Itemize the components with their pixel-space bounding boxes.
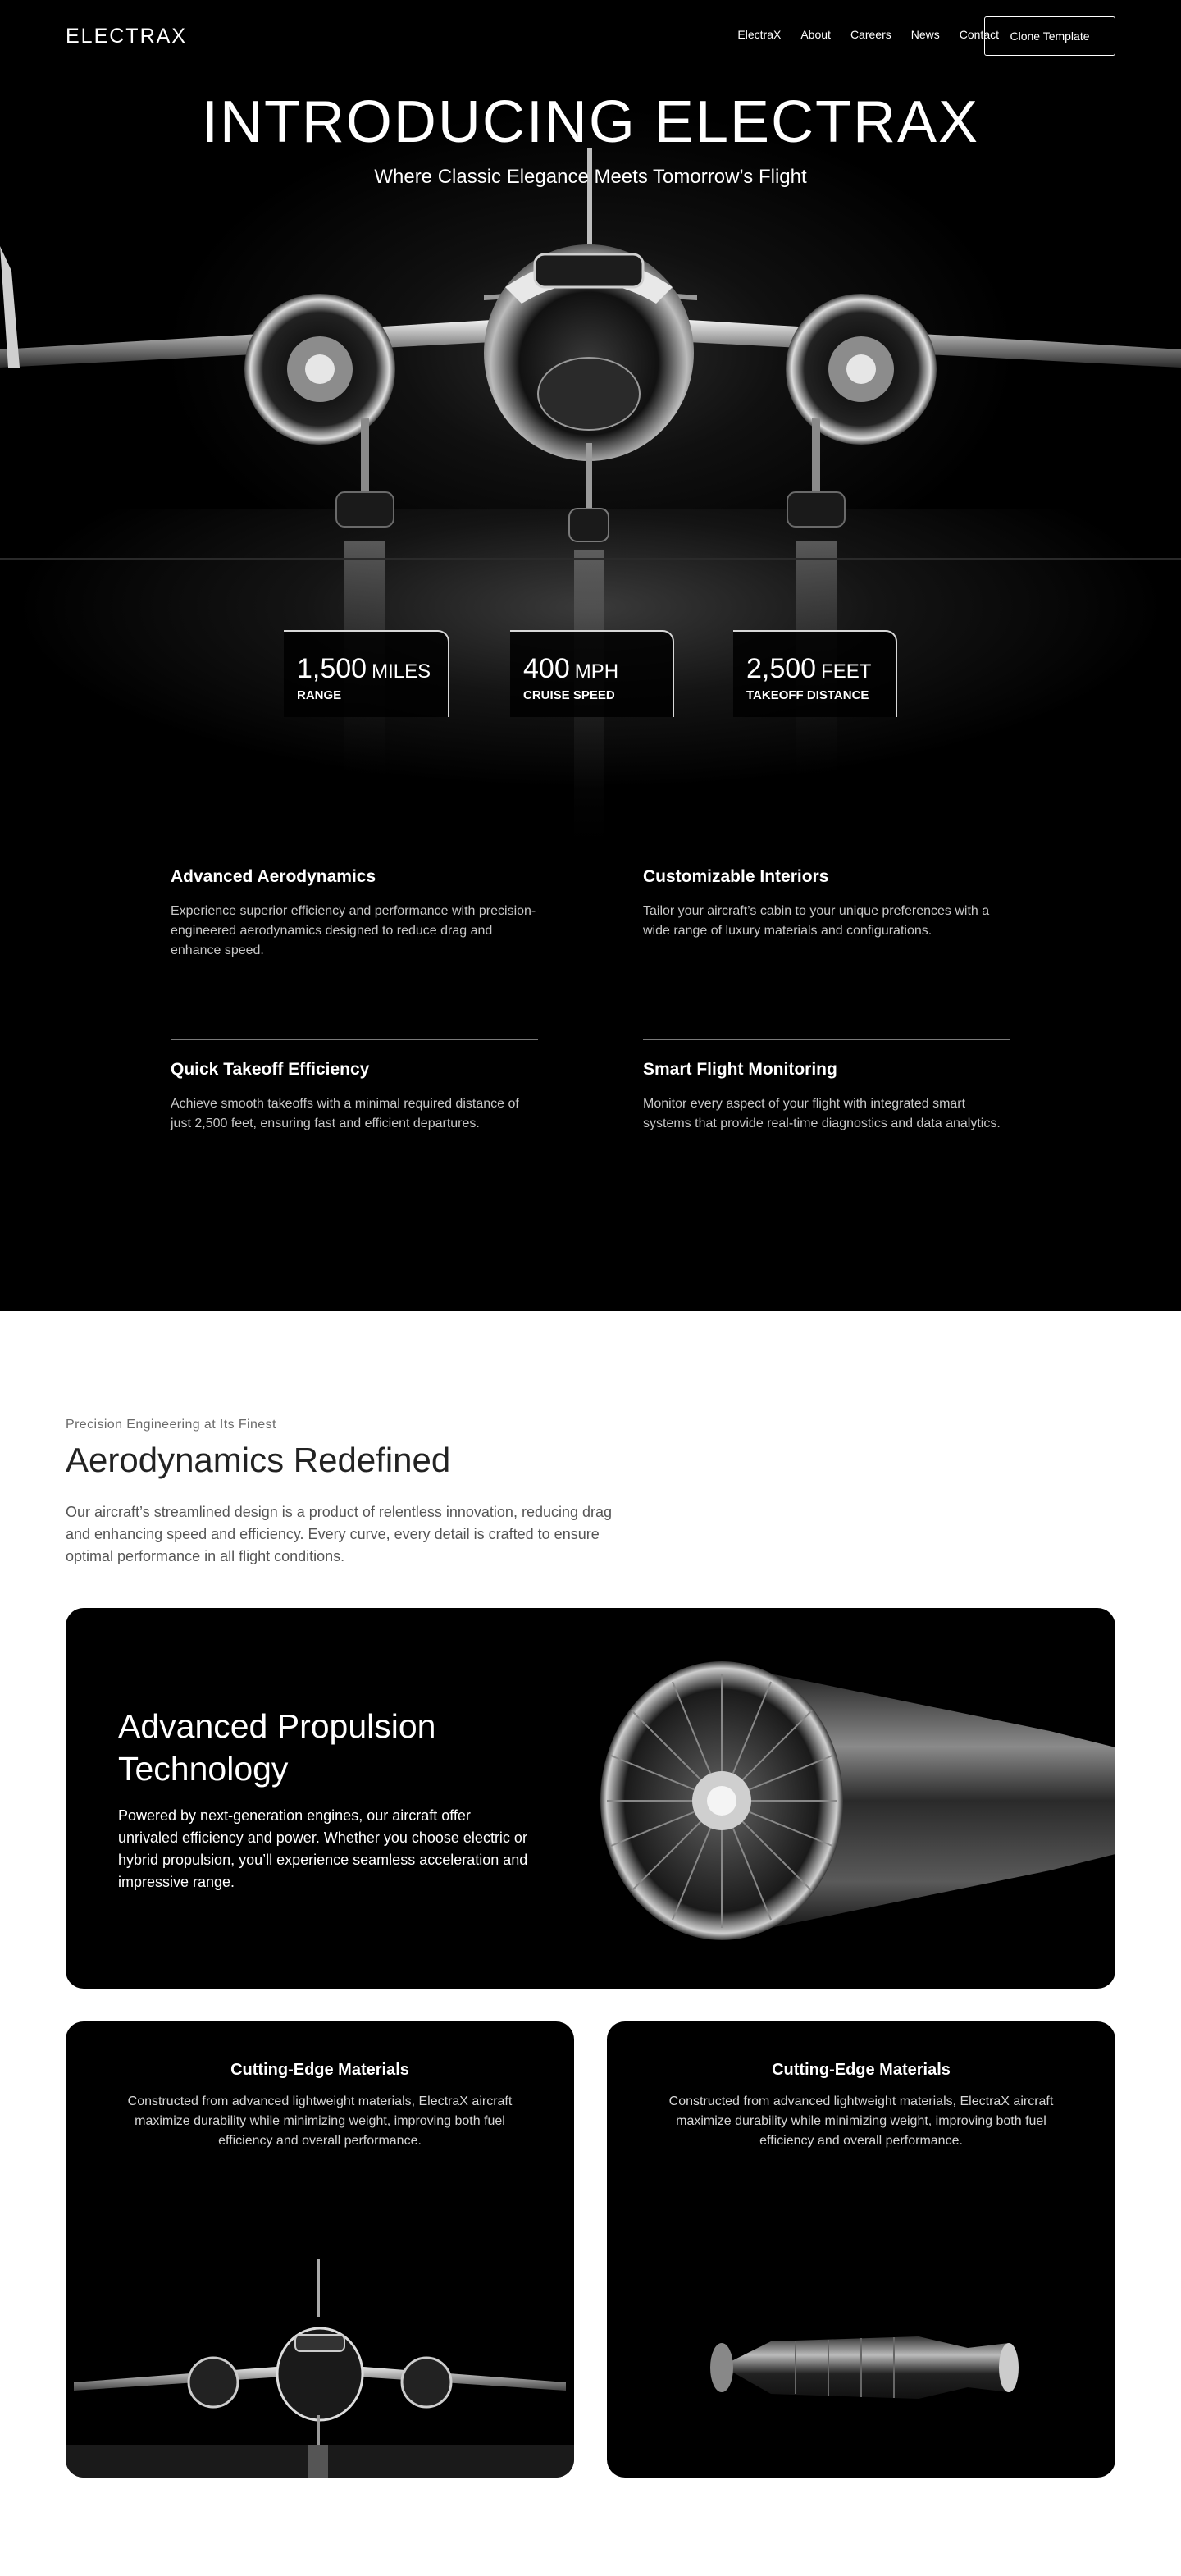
feature-title: Smart Flight Monitoring	[643, 1060, 837, 1079]
stat-cruise-speed	[510, 630, 674, 717]
brand-logo[interactable]: ELECTRAX	[66, 25, 187, 48]
engine-thumbnail	[607, 2251, 1115, 2478]
section-description: Our aircraft’s streamlined design is a product of relentless innovation, reducing drag and enhancing speed and efficiency. Every curve, every detail is crafted to ensure optimal performance in all flight conditions.	[66, 1504, 613, 1564]
propulsion-title: Advanced Propulsion Technology	[118, 1707, 436, 1788]
aircraft-thumbnail	[66, 2251, 574, 2478]
nav-link-electrax[interactable]: ElectraX	[737, 28, 782, 41]
materials-card-engine	[607, 2021, 1115, 2478]
stat-takeoff-distance	[733, 630, 897, 717]
stat-unit: MPH	[574, 660, 619, 683]
hero-subtitle: Where Classic Elegance Meets Tomorrow’s Flight	[374, 166, 807, 188]
stat-unit: FEET	[821, 660, 872, 683]
feature-customizable-interiors	[643, 847, 1010, 941]
stat-label: CRUISE SPEED	[523, 688, 615, 702]
nav-link-about[interactable]: About	[800, 28, 831, 41]
propulsion-description: Powered by next-generation engines, our aircraft offer unrivaled efficiency and power. Whether you choose electric or hybrid propulsion, you’ll experience seamless acceleration and impressive range.	[118, 1807, 528, 1890]
feature-title: Customizable Interiors	[643, 867, 829, 886]
nav-link-contact[interactable]: Contact	[959, 28, 999, 41]
materials-description: Constructed from advanced lightweight materials, ElectraX aircraft maximize durability while minimizing weight, improving both fuel efficiency and overall performance.	[668, 2094, 1054, 2148]
stat-range	[284, 630, 449, 717]
materials-title: Cutting-Edge Materials	[230, 2061, 409, 2079]
stat-label: TAKEOFF DISTANCE	[746, 688, 869, 702]
stat-unit: MILES	[372, 660, 431, 683]
feature-smart-flight-monitoring	[643, 1039, 1010, 1134]
feature-title: Advanced Aerodynamics	[171, 867, 376, 886]
materials-card-aircraft	[66, 2021, 574, 2478]
nav-link-news[interactable]: News	[910, 28, 940, 41]
feature-description: Experience superior efficiency and performance with precision-engineered aerodynamics designed to reduce drag and enhance speed.	[171, 904, 536, 957]
jet-engine-illustration	[590, 1608, 1115, 1989]
feature-description: Achieve smooth takeoffs with a minimal required distance of just 2,500 feet, ensuring fast and efficient departures.	[171, 1097, 519, 1130]
clone-template-button[interactable]: Clone Template	[984, 16, 1115, 56]
materials-title: Cutting-Edge Materials	[772, 2061, 951, 2079]
stat-label: RANGE	[297, 688, 342, 702]
propulsion-card	[66, 1608, 1115, 1989]
feature-title: Quick Takeoff Efficiency	[171, 1060, 370, 1079]
feature-description: Monitor every aspect of your flight with integrated smart systems that provide real-time diagnostics and data analytics.	[643, 1097, 1001, 1130]
feature-advanced-aerodynamics	[171, 847, 538, 961]
stat-value: 400	[523, 653, 570, 684]
stat-value: 1,500	[297, 653, 367, 684]
hero-title: INTRODUCING ELECTRAX	[201, 89, 980, 155]
section-title: Aerodynamics Redefined	[66, 1441, 451, 1479]
stat-value: 2,500	[746, 653, 817, 684]
nav-link-careers[interactable]: Careers	[850, 28, 891, 41]
feature-quick-takeoff	[171, 1039, 538, 1134]
aerodynamics-section	[0, 1311, 1181, 2576]
nav-links	[737, 28, 999, 41]
aircraft-illustration	[0, 148, 1181, 886]
feature-description: Tailor your aircraft’s cabin to your unique preferences with a wide range of luxury materials and configurations.	[643, 904, 990, 938]
top-navigation	[0, 0, 1181, 72]
materials-description: Constructed from advanced lightweight materials, ElectraX aircraft maximize durability while minimizing weight, improving both fuel efficiency and overall performance.	[127, 2094, 513, 2148]
section-eyebrow: Precision Engineering at Its Finest	[66, 1418, 276, 1432]
